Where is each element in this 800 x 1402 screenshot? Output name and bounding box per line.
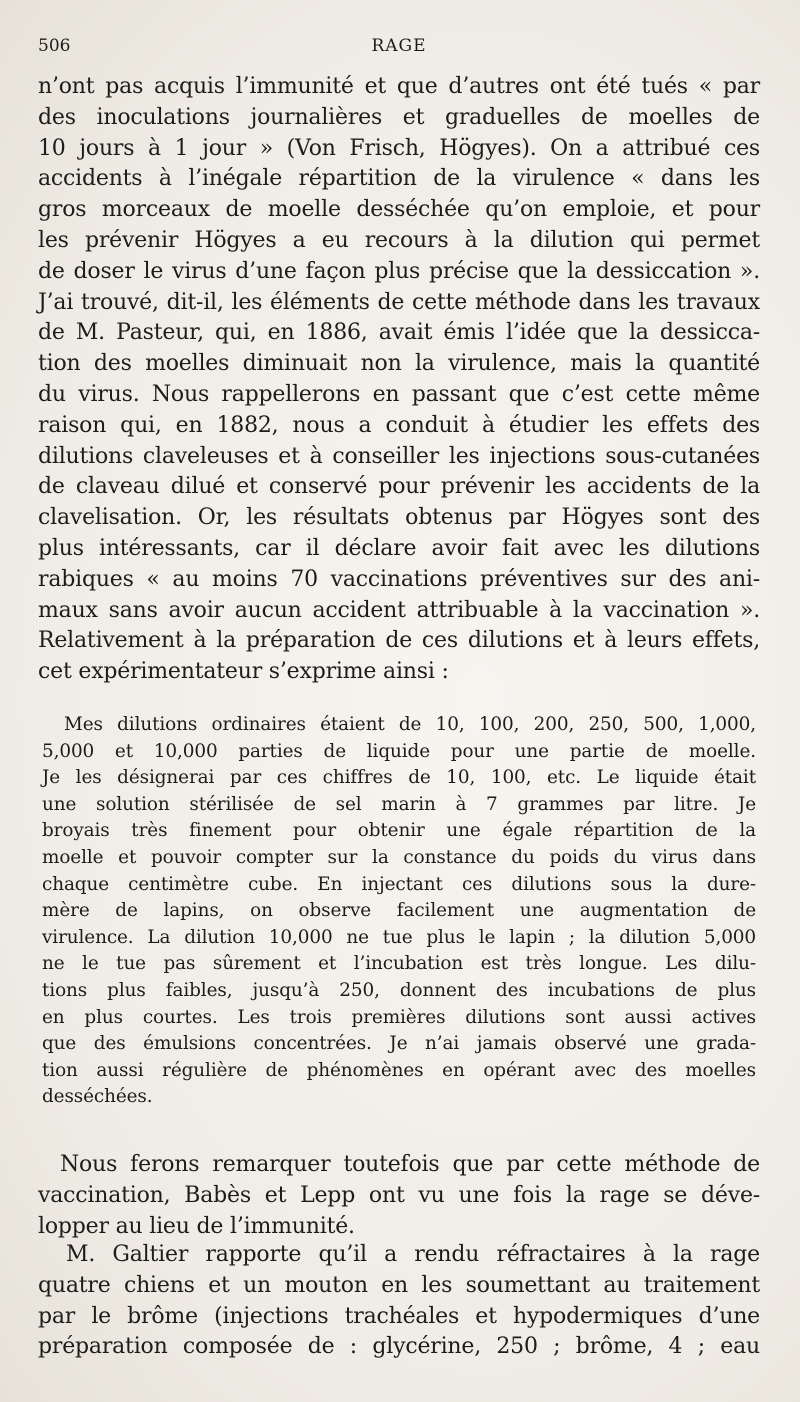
running-title: RAGE bbox=[371, 36, 427, 56]
text-line: préparation composée de : glycérine, 250 ; brôme, 4 ; eau bbox=[38, 1334, 760, 1360]
text-line: maux sans avoir aucun accident attribuable à la vaccination ». bbox=[38, 597, 760, 623]
text-line: de M. Pasteur, qui, en 1886, avait émis l’idée que la dessicca- bbox=[38, 320, 760, 346]
page-number: 506 bbox=[38, 36, 71, 56]
text-line: moelle et pouvoir compter sur la constance du poids du virus dans bbox=[42, 846, 756, 868]
text-line: vaccination, Babès et Lepp ont vu une fois la rage se déve- bbox=[38, 1182, 760, 1208]
text-line: cet expérimentateur s’exprime ainsi : bbox=[38, 659, 449, 685]
text-line: M. Galtier rapporte qu’il a rendu réfractaires à la rage bbox=[66, 1242, 760, 1267]
text-line: des inoculations journalières et graduelles de moelles de bbox=[38, 104, 760, 130]
text-line: les prévenir Högyes a eu recours à la dilution qui permet bbox=[38, 227, 760, 253]
text-line: clavelisation. Or, les résultats obtenus par Högyes sont des bbox=[38, 505, 760, 531]
text-line: tion aussi régulière de phénomènes en opérant avec des moelles bbox=[42, 1059, 756, 1081]
text-line: Je les désignerai par ces chiffres de 10, 100, etc. Le liquide était bbox=[42, 767, 756, 789]
text-line: Nous ferons remarquer toutefois que par cette méthode de bbox=[60, 1152, 760, 1177]
text-line: par le brôme (injections trachéales et hypodermiques d’une bbox=[38, 1303, 760, 1329]
text-line: du virus. Nous rappellerons en passant que c’est cette même bbox=[38, 381, 760, 407]
text-line: tions plus faibles, jusqu’à 250, donnent des incubations de plus bbox=[42, 979, 756, 1001]
text-line: gros morceaux de moelle desséchée qu’on emploie, et pour bbox=[38, 197, 760, 223]
running-header bbox=[38, 30, 760, 60]
text-line: chaque centimètre cube. En injectant ces dilutions sous la dure- bbox=[42, 873, 756, 895]
text-line: 10 jours à 1 jour » (Von Frisch, Högyes). On a attribué ces bbox=[38, 135, 760, 161]
text-line: plus intéressants, car il déclare avoir fait avec les dilutions bbox=[38, 535, 760, 561]
text-line: 5,000 et 10,000 parties de liquide pour une partie de moelle. bbox=[42, 740, 756, 762]
text-line: lopper au lieu de l’immunité. bbox=[38, 1213, 355, 1239]
text-line: ne le tue pas sûrement et l’incubation est très longue. Les dilu- bbox=[42, 953, 756, 975]
paragraph-continuation bbox=[38, 72, 760, 688]
text-line: raison qui, en 1882, nous a conduit à étudier les effets des bbox=[38, 412, 760, 438]
text-line: dilutions claveleuses et à conseiller les injections sous-cutanées bbox=[38, 443, 760, 469]
paragraph bbox=[38, 1150, 760, 1242]
text-line: de doser le virus d’une façon plus précise que la dessiccation ». bbox=[38, 258, 760, 284]
text-line: rabiques « au moins 70 vaccinations préventives sur des ani- bbox=[38, 566, 760, 592]
text-line: broyais très finement pour obtenir une égale répartition de la bbox=[42, 820, 756, 842]
text-line: tion des moelles diminuait non la virulence, mais la quantité bbox=[38, 351, 760, 377]
paragraph bbox=[38, 1240, 760, 1363]
text-line: accidents à l’inégale répartition de la virulence « dans les bbox=[38, 166, 760, 192]
text-line: J’ai trouvé, dit-il, les éléments de cette méthode dans les travaux bbox=[38, 289, 760, 315]
text-line: virulence. La dilution 10,000 ne tue plus le lapin ; la dilution 5,000 bbox=[42, 926, 756, 948]
text-line: en plus courtes. Les trois premières dilutions sont aussi actives bbox=[42, 1006, 756, 1028]
text-line: desséchées. bbox=[42, 1086, 153, 1108]
quotation-block bbox=[42, 712, 756, 1111]
text-line: Mes dilutions ordinaires étaient de 10, 100, 200, 250, 500, 1,000, bbox=[64, 714, 756, 735]
text-line: une solution stérilisée de sel marin à 7 grammes par litre. Je bbox=[42, 793, 756, 815]
text-line: quatre chiens et un mouton en les soumettant au traitement bbox=[38, 1272, 760, 1298]
text-line: de claveau dilué et conservé pour prévenir les accidents de la bbox=[38, 474, 760, 500]
text-line: n’ont pas acquis l’immunité et que d’autres ont été tués « par bbox=[38, 74, 760, 99]
text-line: Relativement à la préparation de ces dilutions et à leurs effets, bbox=[38, 628, 760, 654]
text-line: que des émulsions concentrées. Je n’ai jamais observé une grada- bbox=[42, 1033, 756, 1055]
text-line: mère de lapins, on observe facilement une augmentation de bbox=[42, 900, 756, 922]
